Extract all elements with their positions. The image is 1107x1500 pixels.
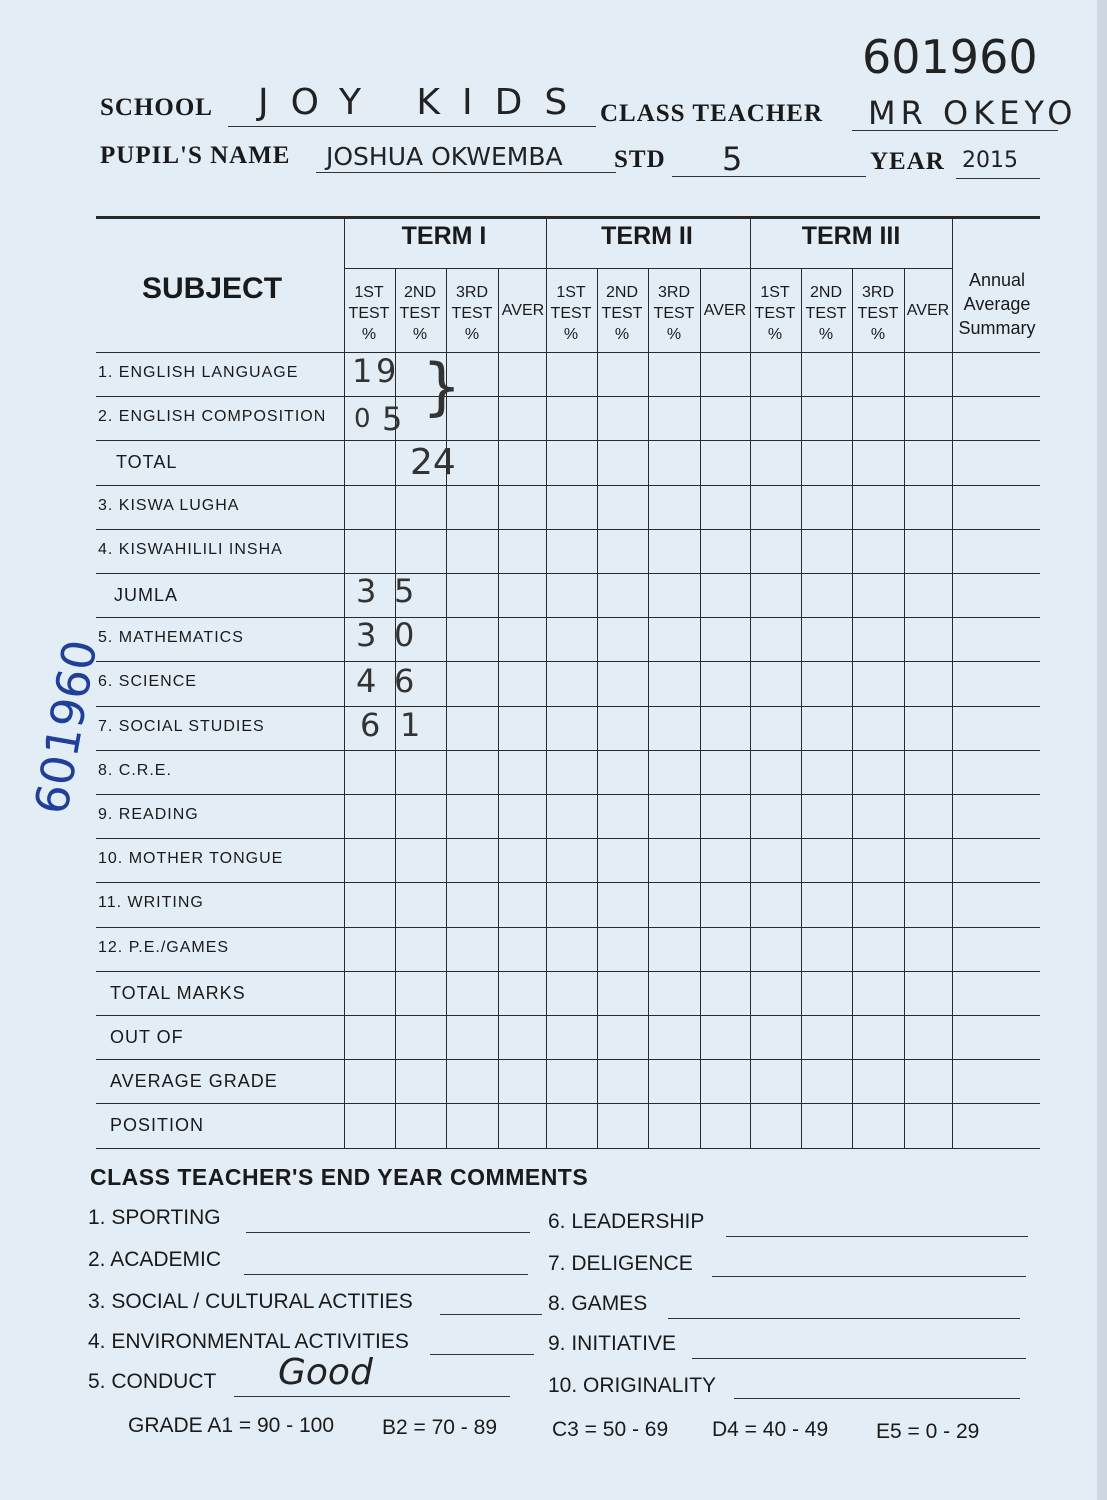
marks-table (96, 216, 1040, 1141)
std-label: STD (614, 146, 666, 173)
term-1-test-2-header: 2ND TEST % (399, 284, 441, 343)
subject-row-label: 7. SOCIAL STUDIES (98, 717, 265, 735)
year-line (956, 178, 1040, 179)
comment-conduct-line (234, 1396, 510, 1397)
row-divider (96, 485, 1040, 486)
subject-row-label: 2. ENGLISH COMPOSITION (98, 408, 327, 426)
reference-number-margin: 601960 (23, 635, 108, 819)
subject-row-label: 5. MATHEMATICS (98, 629, 244, 647)
row-divider (96, 1059, 1040, 1060)
grade-a1: GRADE A1 = 90 - 100 (128, 1414, 335, 1437)
class-teacher-value: MR OKEYO (868, 94, 1078, 132)
row-divider (96, 1148, 1040, 1149)
column-divider (648, 268, 649, 1148)
subject-row-label: 8. C.R.E. (98, 761, 172, 779)
reference-number-top: 601960 (862, 30, 1038, 84)
comment-sporting-line (246, 1232, 530, 1233)
term-2-header: TERM II (601, 222, 693, 250)
column-divider (952, 216, 953, 1148)
mathematics-test-2: 0 (394, 616, 415, 654)
subject-row-label: JUMLA (114, 585, 179, 605)
column-divider (546, 216, 547, 1148)
year-value: 2015 (962, 148, 1018, 173)
row-divider (96, 661, 1040, 662)
column-divider (801, 268, 802, 1148)
row-divider (96, 882, 1040, 883)
term-3-test-3-header: 3RD TEST % (857, 284, 899, 343)
jumla-test-2: 5 (394, 572, 415, 610)
table-top-border (96, 216, 1040, 219)
column-divider (852, 268, 853, 1148)
row-divider (96, 750, 1040, 751)
school-value: JOY KIDS (258, 82, 590, 123)
row-divider (96, 794, 1040, 795)
row-divider (96, 1103, 1040, 1104)
row-divider (96, 927, 1040, 928)
grade-c3: C3 = 50 - 69 (552, 1418, 669, 1441)
subject-row-label: 1. ENGLISH LANGUAGE (98, 364, 299, 381)
column-divider (597, 268, 598, 1148)
english-language-test-1: 1 (352, 352, 373, 390)
row-divider (96, 396, 1040, 397)
subject-row-label: 9. READING (98, 806, 199, 823)
subject-row-label: TOTAL (116, 452, 178, 473)
subject-row-label: 6. SCIENCE (98, 673, 197, 691)
row-divider (96, 573, 1040, 574)
social-studies-test-2: 1 (400, 706, 421, 744)
grade-d4: D4 = 40 - 49 (712, 1418, 829, 1441)
subject-row-label: POSITION (110, 1115, 205, 1136)
pupil-name-line (316, 172, 616, 173)
term-3-test-1-header: 1ST TEST % (754, 284, 796, 343)
class-teacher-label: CLASS TEACHER (600, 100, 824, 127)
mathematics-test-1: 3 (356, 616, 377, 654)
pupil-name-value: JOSHUA OKWEMBA (326, 142, 563, 171)
term-2-test-2-header: 2ND TEST % (601, 284, 643, 343)
grade-b2: B2 = 70 - 89 (382, 1416, 497, 1439)
comment-conduct-label: 5. CONDUCT (88, 1370, 217, 1393)
term-1-aver-header: AVER (501, 302, 545, 319)
subject-row-label: 3. KISWA LUGHA (98, 496, 240, 514)
comment-games-line (668, 1318, 1020, 1319)
subject-row-label: 11. WRITING (98, 894, 204, 912)
subject-header: SUBJECT (142, 272, 283, 305)
comment-originality-label: 10. ORIGINALITY (548, 1374, 717, 1397)
comment-leadership-label: 6. LEADERSHIP (548, 1210, 705, 1233)
header-bottom-border (96, 352, 1040, 353)
std-line (672, 176, 866, 177)
term-3-test-2-header: 2ND TEST % (805, 284, 847, 343)
comment-games-label: 8. GAMES (548, 1292, 648, 1315)
school-label: SCHOOL (100, 94, 213, 121)
subject-row-label: OUT OF (110, 1027, 184, 1047)
column-divider (498, 268, 499, 1148)
row-divider (96, 706, 1040, 707)
column-divider (700, 268, 701, 1148)
row-divider (96, 971, 1040, 972)
comment-deligence-label: 7. DELIGENCE (548, 1252, 693, 1275)
row-divider (96, 838, 1040, 839)
comment-initiative-label: 9. INITIATIVE (548, 1332, 676, 1355)
comment-conduct-value: Good (278, 1352, 373, 1393)
english-composition-test-2: 5 (382, 400, 403, 438)
term-1-test-3-header: 3RD TEST % (451, 284, 493, 343)
subject-row-label: AVERAGE GRADE (110, 1071, 278, 1092)
term-1-test-1-header: 1ST TEST % (348, 284, 390, 343)
subject-row-label: 10. MOTHER TONGUE (98, 850, 284, 868)
subject-row-label: 4. KISWAHILILI INSHA (98, 540, 283, 558)
comment-academic-line (244, 1274, 528, 1275)
pupil-name-label: PUPIL'S NAME (100, 142, 291, 169)
row-divider (96, 1015, 1040, 1016)
term-1-header: TERM I (401, 222, 487, 250)
jumla-test-1: 3 (356, 572, 377, 610)
comment-sporting-label: 1. SPORTING (88, 1206, 221, 1229)
subject-row-label: TOTAL MARKS (110, 982, 246, 1003)
english-language-test-2: 9 (376, 352, 397, 390)
science-test-1: 4 (356, 662, 377, 700)
science-test-2: 6 (394, 662, 415, 700)
comment-social-label: 3. SOCIAL / CULTURAL ACTITIES (88, 1290, 413, 1313)
comment-social-line (440, 1314, 542, 1315)
row-divider (96, 529, 1040, 530)
column-divider (904, 268, 905, 1148)
grade-e5: E5 = 0 - 29 (876, 1420, 980, 1443)
term-2-test-3-header: 3RD TEST % (653, 284, 695, 343)
row-divider (96, 617, 1040, 618)
comment-deligence-line (712, 1276, 1026, 1277)
term-3-aver-header: AVER (906, 302, 950, 319)
comment-leadership-line (726, 1236, 1028, 1237)
column-divider (750, 216, 751, 1148)
bracket-mark: } (422, 350, 462, 423)
term-2-test-1-header: 1ST TEST % (550, 284, 592, 343)
comment-originality-line (734, 1398, 1020, 1399)
english-composition-test-1: 0 (354, 404, 371, 434)
school-line (228, 126, 596, 127)
column-divider (344, 216, 345, 1148)
term-3-header: TERM III (801, 222, 901, 250)
term-2-aver-header: AVER (703, 302, 747, 319)
comments-title: CLASS TEACHER'S END YEAR COMMENTS (90, 1164, 589, 1190)
row-divider (96, 440, 1040, 441)
annual-average-header: Annual Average Summary (958, 270, 1036, 338)
comment-academic-label: 2. ACADEMIC (88, 1248, 222, 1271)
english-total: 24 (410, 442, 456, 483)
comment-environmental-label: 4. ENVIRONMENTAL ACTIVITIES (88, 1330, 409, 1353)
std-value: 5 (722, 140, 743, 178)
comment-environmental-line (430, 1354, 534, 1355)
year-label: YEAR (870, 148, 945, 175)
page-edge (1097, 0, 1107, 1500)
subject-row-label: 12. P.E./GAMES (98, 938, 230, 956)
social-studies-test-1: 6 (360, 706, 381, 744)
comment-initiative-line (692, 1358, 1026, 1359)
